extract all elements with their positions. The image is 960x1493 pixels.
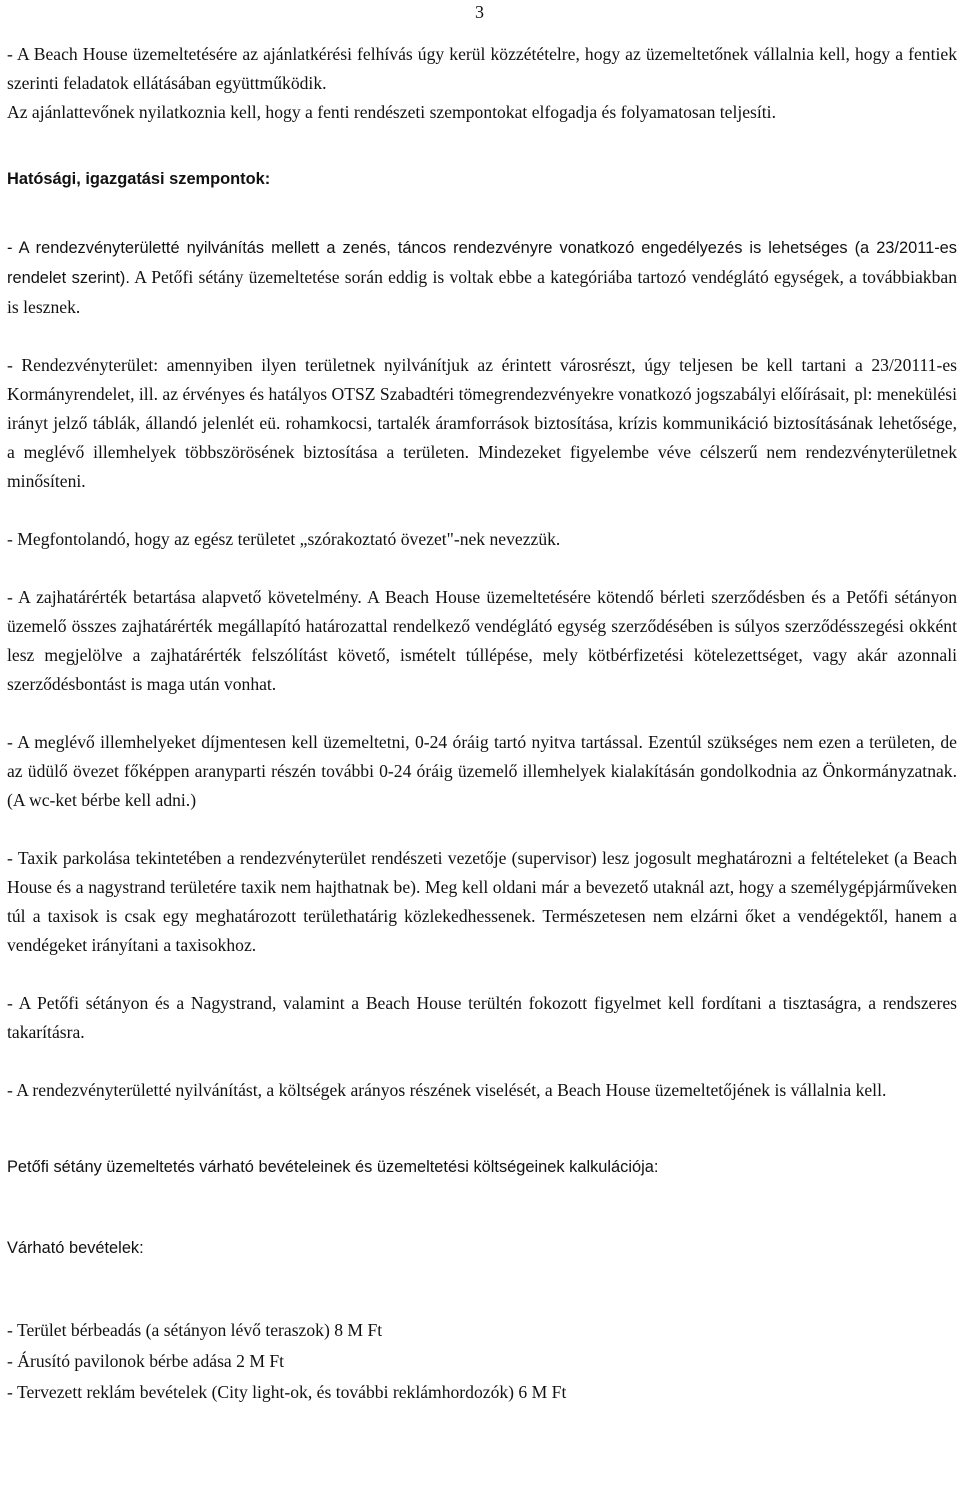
- entertainment-zone-paragraph: - Megfontolandó, hogy az egész területet „szórakoztató övezet"-nek nevezzük.: [7, 529, 561, 549]
- calculation-heading: Petőfi sétány üzemeltetés várható bevételeinek és üzemeltetési költségeinek kalkulációja:: [7, 1158, 659, 1176]
- revenue-item: - Árusító pavilonok bérbe adása 2 M Ft: [7, 1351, 285, 1371]
- revenue-heading: Várható bevételek:: [7, 1239, 144, 1257]
- page-number: 3: [475, 2, 484, 22]
- event-area-detail-paragraph: - Rendezvényterület: amennyiben ilyen területnek nyilvánítjuk az érintett városrészt, úgy teljesen be kell tartani a 23/20111-es Kormányrendelet, ill. az érvényes és hatályos OTSZ Szabadtéri tömegrendezvényekre vonatkozó jogszabályi előírásait, pl: menekülési irányt jelző táblák, állandó jelenlét eü. rohamkocsi, tartalék áramforrások biztosítása, krízis kommunikáció biztosításának lehetősége, a meglévő illemhelyek többszörösének biztosítása a területen. Mindezeket figyelembe véve célszerű nem rendezvényterületnek minősíteni.: [7, 355, 957, 491]
- intro-paragraph: [7, 40, 957, 127]
- intro-paragraph-part2: Az ajánlattevőnek nyilatkoznia kell, hogy a fenti rendészeti szempontokat elfogadja és folyamatosan teljesíti.: [7, 102, 776, 122]
- intro-paragraph-part1: - A Beach House üzemeltetésére az ajánlatkérési felhívás úgy kerül közzétételre, hogy az üzemeltetőnek vállalnia kell, hogy a fentiek szerinti feladatok ellátásában együttműködik.: [7, 44, 957, 93]
- toilets-paragraph: - A meglévő illemhelyeket díjmentesen kell üzemeltetni, 0-24 óráig tartó nyitva tartással. Ezentúl szükséges nem ezen a területen, de az üdülő övezet főképpen aranyparti részén további 0-24 óráig üzemelő illemhelyek kialakításán gondolkodnia az Önkormányzatnak. (A wc-ket bérbe kell adni.): [7, 732, 957, 810]
- event-area-serif-part: A Petőfi sétány üzemeltetése során eddig is voltak ebbe a kategóriába tartozó vendéglátó egységek, a továbbiakban is lesznek.: [7, 267, 957, 317]
- section-heading: Hatósági, igazgatási szempontok:: [7, 170, 271, 188]
- noise-limit-paragraph: - A zajhatárérték betartása alapvető követelmény. A Beach House üzemeltetésére kötendő bérleti szerződésben és a Petőfi sétányon üzemelő összes zajhatárérték megállapító határozattal rendelkező vendéglátó egység szerződésében is súlyos szerződésszegési okként lesz megjelölve a zajhatárérték felszólítást követő, ismételt túllépése, mely kötbérfizetési kötelezettséget, vagy akár azonnali szerződésbontást is maga után vonhat.: [7, 587, 957, 694]
- event-area-sans-part: - A rendezvényterületté nyilvánítás mellett a zenés, táncos rendezvényre vonatkozó engedélyezés is lehetséges (a 23/2011-es rendelet szerint).: [7, 239, 957, 287]
- cleanliness-paragraph: - A Petőfi sétányon és a Nagystrand, valamint a Beach House terültén fokozott figyelmet kell fordítani a tisztaságra, a rendszeres takarításra.: [7, 993, 957, 1042]
- document-body: [7, 40, 957, 1408]
- costs-paragraph: - A rendezvényterületté nyilvánítást, a költségek arányos részének viselését, a Beach House üzemeltetőjének is vállalnia kell.: [7, 1080, 887, 1100]
- revenue-item: - Terület bérbeadás (a sétányon lévő teraszok) 8 M Ft: [7, 1320, 383, 1340]
- taxi-paragraph: - Taxik parkolása tekintetében a rendezvényterület rendészeti vezetője (supervisor) lesz jogosult meghatározni a feltételeket (a Beach House és a nagystrand területére taxik nem hajthatnak be). Meg kell oldani már a bevezető utaknál azt, hogy a személygépjárműveken túl a taxisok is csak egy meghatározott területhatárig közlekedhessenek. Természetesen nem elzárni őket a vendégektől, hanem a vendégeket irányítani a taxisokhoz.: [7, 848, 957, 955]
- event-area-paragraph: [7, 233, 957, 322]
- revenue-item: - Tervezett reklám bevételek (City light-ok, és további reklámhordozók) 6 M Ft: [7, 1382, 567, 1402]
